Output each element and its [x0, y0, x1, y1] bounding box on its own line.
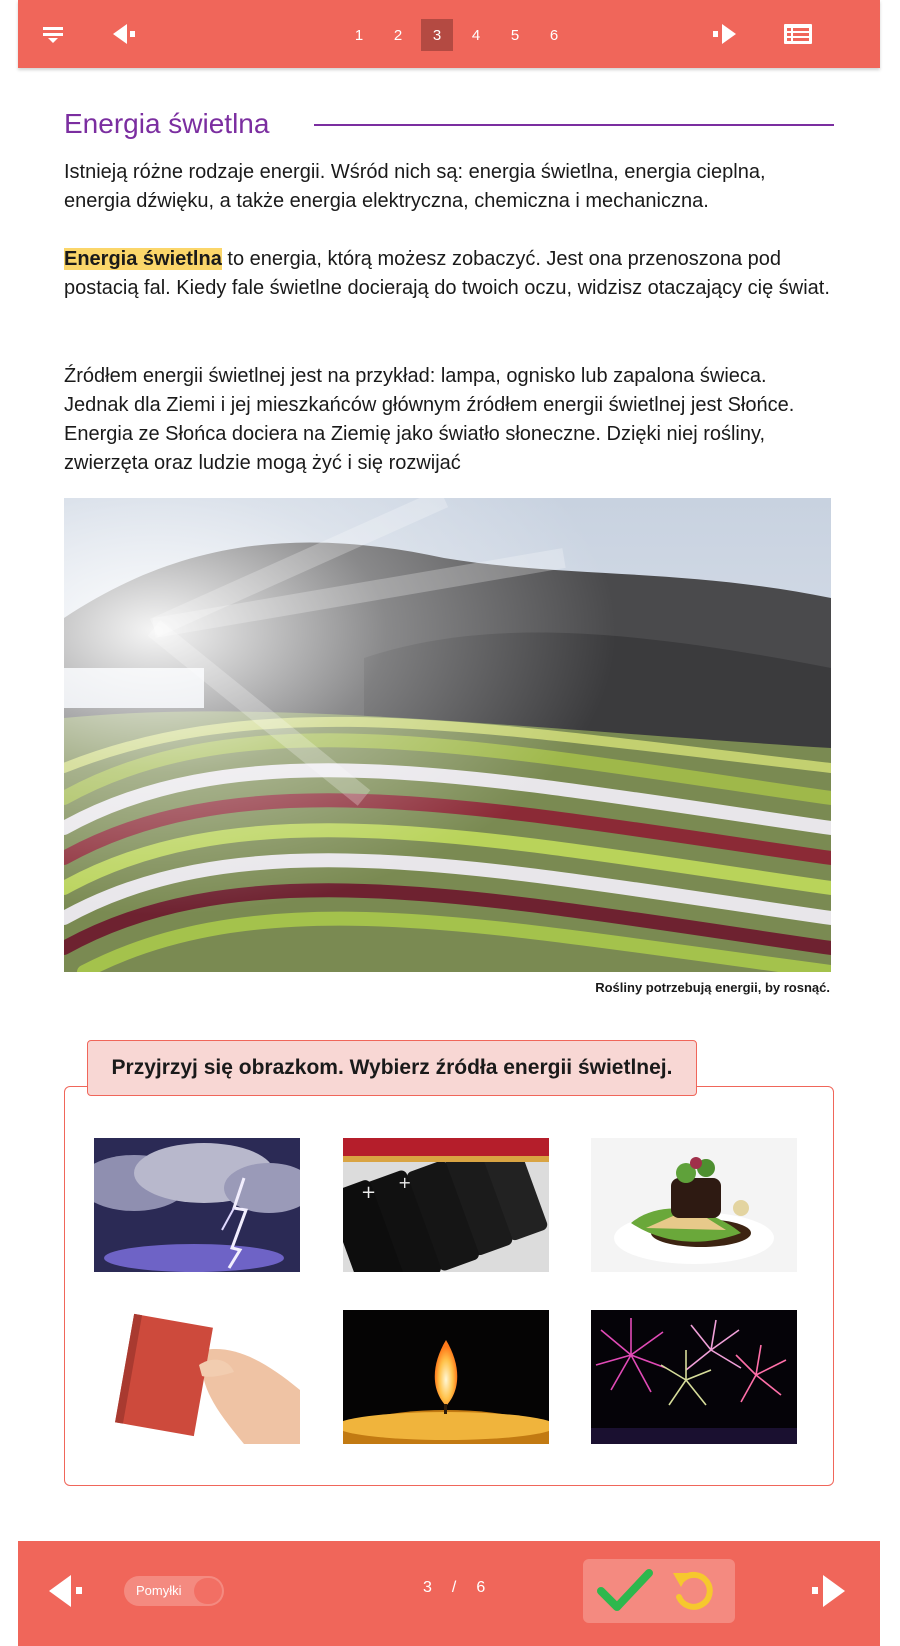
- lesson-content: [64, 100, 834, 474]
- page-selector: [343, 19, 577, 51]
- page-separator: /: [451, 1579, 457, 1596]
- page-5-button[interactable]: 5: [510, 26, 520, 44]
- svg-text:+: +: [361, 1182, 377, 1203]
- food-dish-tile[interactable]: [591, 1138, 797, 1272]
- book-in-hand-tile[interactable]: [94, 1310, 300, 1444]
- page-title: Energia świetlna: [64, 108, 270, 139]
- retry-icon[interactable]: [669, 1567, 719, 1615]
- candle-tile[interactable]: [343, 1310, 549, 1444]
- page-2-button[interactable]: 2: [393, 26, 403, 44]
- current-page: 3: [423, 1579, 432, 1596]
- previous-page-bottom-icon[interactable]: [46, 1571, 86, 1611]
- svg-text:+: +: [398, 1173, 412, 1192]
- mistakes-toggle-label: Pomyłki: [136, 1583, 182, 1598]
- batteries-tile[interactable]: [343, 1138, 549, 1272]
- fireworks-tile[interactable]: [591, 1310, 797, 1444]
- paragraph-2-text: to energia, którą możesz zobaczyć. Jest ona przenoszona pod postacią fal. Kiedy fale świetlne docierają do twoich oczu, widzisz otaczający cię świat.: [64, 248, 830, 299]
- paragraph-3: Źródłem energii świetlnej jest na przykład: lampa, ognisko lub zapalona świeca. Jednak dla Ziemi i jej mieszkańców głównym źródłem energii świetlnej jest Słońce. Energia ze Słońca dociera na Ziemię jako światło słoneczne. Dzięki niej rośliny, zwierzęta oraz ludzie mogą żyć i się rozwijać: [64, 365, 795, 474]
- page-4-button[interactable]: 4: [471, 26, 481, 44]
- bottom-toolbar: [18, 1541, 880, 1646]
- check-answer-icon[interactable]: [595, 1565, 655, 1617]
- next-page-bottom-icon[interactable]: [808, 1571, 848, 1611]
- highlighted-term: Energia świetlna: [64, 248, 222, 270]
- page-1-button[interactable]: 1: [354, 26, 364, 44]
- table-of-contents-icon[interactable]: [781, 17, 815, 51]
- toggle-knob: [194, 1578, 222, 1604]
- section-header: [64, 100, 834, 140]
- mistakes-toggle[interactable]: [124, 1576, 224, 1606]
- top-toolbar: [18, 0, 880, 68]
- paragraph-1: Istnieją różne rodzaje energii. Wśród nich są: energia świetlna, energia cieplna, energia dźwięku, a także energia elektryczna, chemiczna i mechaniczna.: [64, 161, 766, 212]
- page-3-button[interactable]: 3: [421, 19, 453, 51]
- answer-actions: [583, 1559, 735, 1623]
- terraced-fields-image: [64, 498, 831, 972]
- page-counter: [423, 1579, 485, 1597]
- total-pages: 6: [476, 1579, 486, 1596]
- menu-icon[interactable]: [36, 17, 70, 51]
- page-6-button[interactable]: 6: [549, 26, 559, 44]
- lightning-tile[interactable]: [94, 1138, 300, 1272]
- task-box: [64, 1086, 834, 1486]
- image-caption: Rośliny potrzebują energii, by rosnąć.: [595, 980, 830, 995]
- next-page-icon[interactable]: [708, 17, 742, 51]
- task-instruction: Przyjrzyj się obrazkom. Wybierz źródła energii świetlnej.: [87, 1040, 697, 1096]
- previous-page-icon[interactable]: [107, 17, 141, 51]
- paragraph-2: [64, 245, 834, 303]
- title-divider: [314, 124, 834, 126]
